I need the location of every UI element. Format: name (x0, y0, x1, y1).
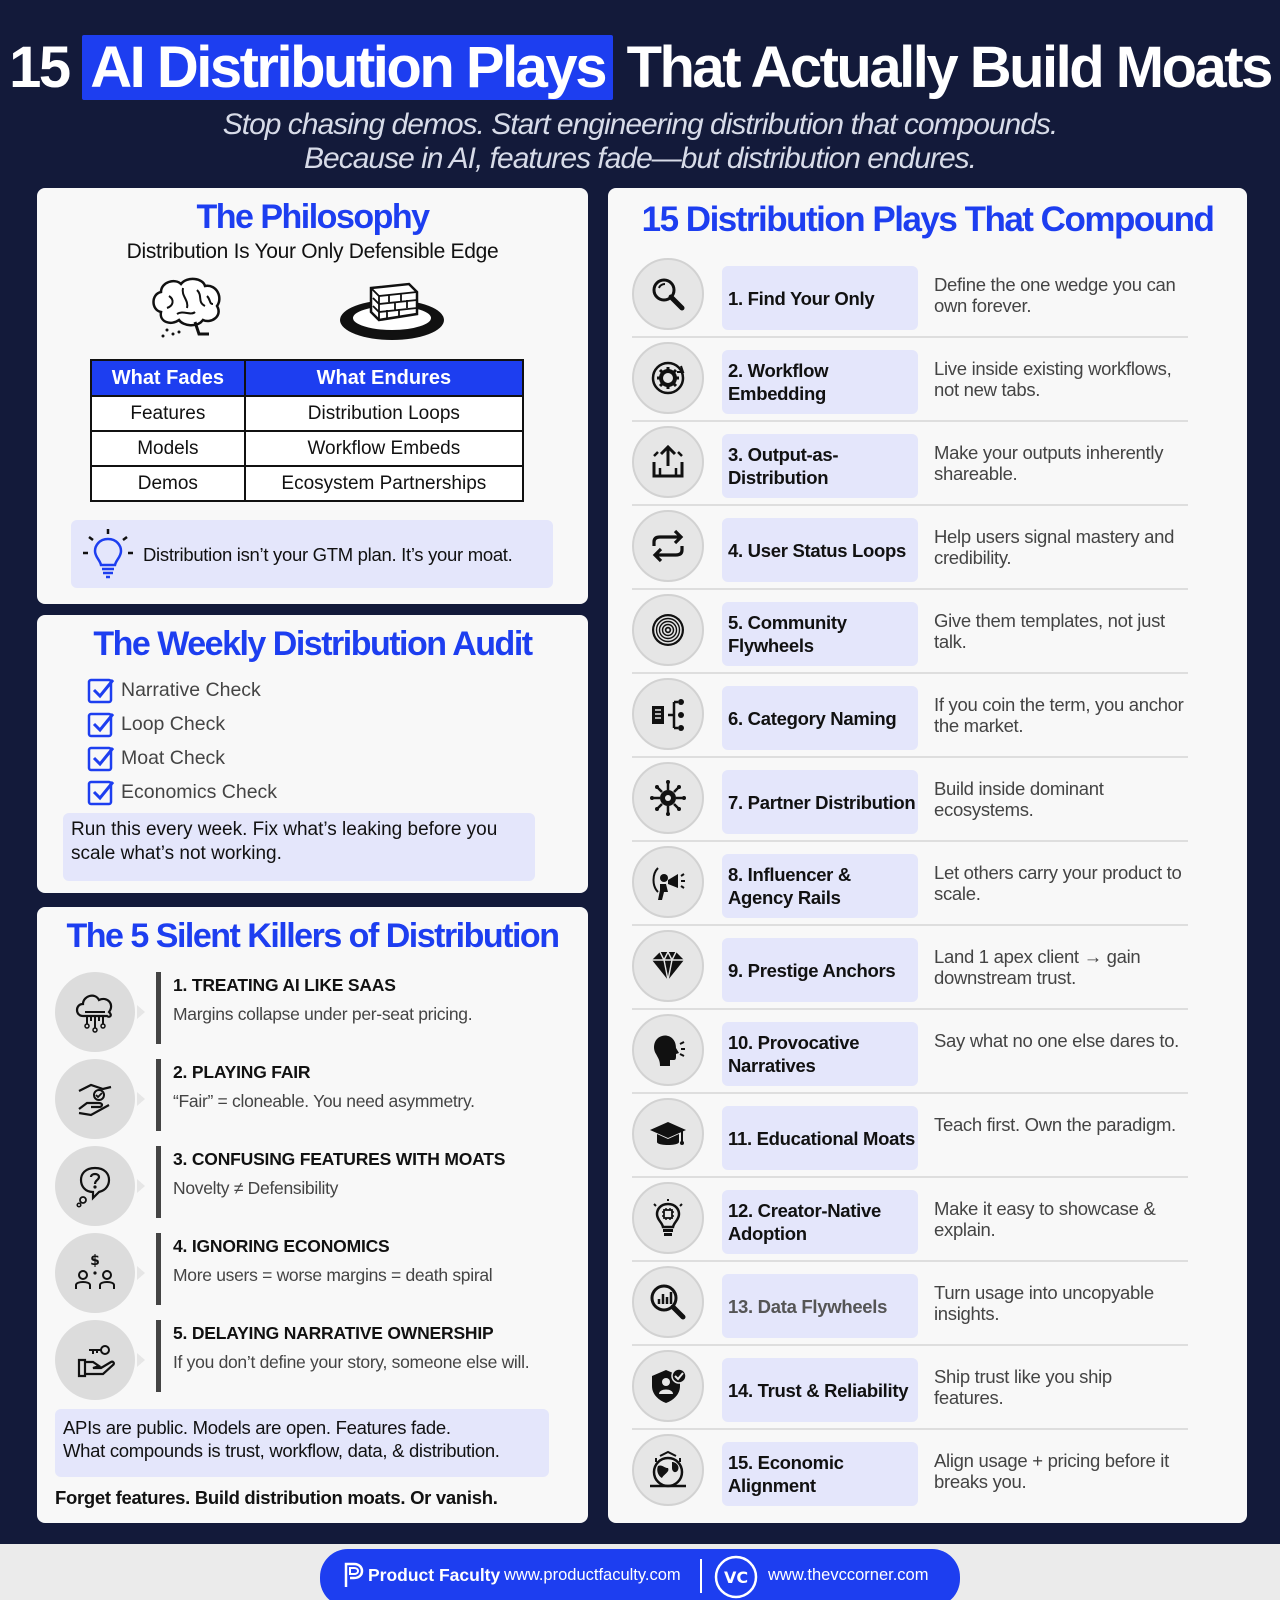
subtitle-line-2: Because in AI, features fade—but distribution endures. (304, 142, 976, 175)
play-item (632, 1094, 1188, 1178)
audit-check-economics (87, 777, 277, 807)
play-item (632, 422, 1188, 506)
checkbox-checked-icon (87, 676, 115, 704)
play-label: 6. Category Naming (728, 707, 897, 729)
plays-card (608, 188, 1247, 1523)
play-item (632, 506, 1188, 590)
graduation-cap-icon (648, 1114, 688, 1154)
play-label: 8. Influencer & Agency Rails (728, 864, 851, 908)
lightbulb-chip-icon (648, 1198, 688, 1238)
upload-share-icon (648, 442, 688, 482)
play-item (632, 674, 1188, 758)
audit-note: Run this every week. Fix what’s leaking before you scale what’s not working. (63, 813, 535, 881)
play-label-box (722, 350, 918, 414)
table-cell: Ecosystem Partnerships (245, 466, 523, 501)
play-icon-circle (632, 342, 704, 414)
killers-note (55, 1409, 549, 1477)
gear-cycle-icon (648, 358, 688, 398)
play-item (632, 338, 1188, 422)
killer-desc: Novelty ≠ Defensibility (173, 1178, 339, 1198)
table-cell: Features (91, 396, 245, 431)
killers-title: The 5 Silent Killers of Distribution (66, 917, 559, 955)
play-item (632, 1346, 1188, 1430)
play-item (632, 842, 1188, 926)
pointer-arrow (137, 1266, 145, 1280)
pointer-arrow (137, 1005, 145, 1019)
play-label: 1. Find Your Only (728, 287, 875, 309)
killer-item (55, 1320, 575, 1400)
question-bubble-icon (73, 1164, 117, 1208)
divider-bar (156, 1233, 161, 1305)
handshake-icon (73, 1077, 117, 1121)
hand-key-icon (73, 1338, 117, 1382)
killer-item (55, 972, 575, 1052)
play-item (632, 254, 1188, 338)
pointer-arrow (137, 1179, 145, 1193)
play-desc: Ship trust like you ship features. (934, 1366, 1112, 1408)
play-desc: Live inside existing workflows, not new tabs. (934, 358, 1172, 400)
play-icon-circle (632, 1434, 704, 1506)
brain-icon (147, 274, 227, 342)
killer-desc: More users = worse margins = death spiral (173, 1265, 493, 1285)
magnifier-icon (648, 274, 688, 314)
vc-corner-logo-icon (714, 1555, 758, 1599)
play-label-box (722, 686, 918, 750)
cloud-network-icon (73, 990, 117, 1034)
subtitle-line-1: Stop chasing demos. Start engineering distribution that compounds. (222, 108, 1058, 141)
audit-check-moat (87, 743, 225, 773)
pointer-arrow (137, 1353, 145, 1367)
play-label-box (722, 1190, 918, 1254)
play-desc: Give them templates, not just talk. (934, 610, 1165, 652)
globe-economy-icon (648, 1450, 688, 1490)
killer-icon-circle (55, 1233, 135, 1313)
killers-card (37, 907, 588, 1523)
play-label: 11. Educational Moats (728, 1127, 915, 1149)
table-cell: Demos (91, 466, 245, 501)
killer-item (55, 1233, 575, 1313)
footer-pill (320, 1549, 960, 1600)
killer-desc: “Fair” = cloneable. You need asymmetry. (173, 1091, 475, 1111)
plays-title: 15 Distribution Plays That Compound (641, 200, 1214, 239)
play-label-box (722, 266, 918, 330)
play-label: 4. User Status Loops (728, 539, 907, 561)
play-desc: Define the one wedge you can own forever. (934, 274, 1176, 316)
megaphone-person-icon (648, 862, 688, 902)
table-row (91, 431, 523, 466)
checkbox-checked-icon (87, 710, 115, 738)
table-cell: Distribution Loops (245, 396, 523, 431)
play-item (632, 1178, 1188, 1262)
philosophy-card (37, 188, 588, 604)
title-number: 15 (9, 35, 69, 100)
play-desc: If you coin the term, you anchor the market. (934, 694, 1184, 736)
play-item (632, 1262, 1188, 1346)
play-desc: Make your outputs inherently shareable. (934, 442, 1164, 484)
play-icon-circle (632, 594, 704, 666)
play-label-box (722, 1106, 918, 1170)
play-label: 7. Partner Distribution (728, 791, 916, 813)
diamond-icon (648, 946, 688, 986)
play-label: 10. Provocative Narratives (728, 1032, 860, 1076)
play-icon-circle (632, 846, 704, 918)
play-label-box (722, 1358, 918, 1422)
play-item (632, 758, 1188, 842)
footer-divider (700, 1559, 702, 1593)
play-label-box (722, 854, 918, 918)
play-desc: Say what no one else dares to. (934, 1030, 1180, 1051)
play-desc: Make it easy to showcase & explain. (934, 1198, 1156, 1240)
killer-item (55, 1059, 575, 1139)
brand-1-url[interactable]: www.productfaculty.com (504, 1566, 681, 1584)
divider-bar (156, 1320, 161, 1392)
brand-2-url[interactable]: www.thevccorner.com (768, 1566, 929, 1584)
play-label: 3. Output-as-Distribution (728, 444, 839, 488)
checkbox-checked-icon (87, 778, 115, 806)
chart-magnifier-icon (648, 1282, 688, 1322)
play-item (632, 1430, 1188, 1514)
checkbox-checked-icon (87, 744, 115, 772)
play-icon-circle (632, 1182, 704, 1254)
play-icon-circle (632, 930, 704, 1002)
audit-check-loop (87, 709, 225, 739)
target-rings-icon (648, 610, 688, 650)
divider-bar (156, 1059, 161, 1131)
killers-final-statement: Forget features. Build distribution moats. Or vanish. (55, 1487, 498, 1508)
play-icon-circle (632, 762, 704, 834)
philosophy-note (71, 520, 553, 588)
title-highlight: AI Distribution Plays (82, 35, 613, 100)
killer-title: 4. IGNORING ECONOMICS (173, 1236, 390, 1256)
play-label: 5. Community Flywheels (728, 612, 847, 656)
play-icon-circle (632, 678, 704, 750)
table-cell: Workflow Embeds (245, 431, 523, 466)
killer-item (55, 1146, 575, 1226)
play-label-box (722, 938, 918, 1002)
brick-wall-moat-icon (337, 280, 447, 342)
table-header-row (91, 360, 523, 396)
brand-1-name: Product Faculty (368, 1565, 501, 1585)
play-icon-circle (632, 258, 704, 330)
play-desc: Let others carry your product to scale. (934, 862, 1182, 904)
play-label-box (722, 1022, 918, 1086)
play-item (632, 1010, 1188, 1094)
play-label-box (722, 770, 918, 834)
audit-check-label: Moat Check (121, 746, 226, 769)
philosophy-title: The Philosophy (196, 198, 429, 236)
play-desc: Help users signal mastery and credibility. (934, 526, 1175, 568)
play-label: 2. Workflow Embedding (728, 360, 829, 404)
speaking-head-icon (648, 1030, 688, 1070)
play-icon-circle (632, 1266, 704, 1338)
play-label-box (722, 602, 918, 666)
killer-icon-circle (55, 1146, 135, 1226)
play-label: 9. Prestige Anchors (728, 959, 896, 981)
killer-icon-circle (55, 972, 135, 1052)
philosophy-note-text: Distribution isn’t your GTM plan. It’s your moat. (143, 544, 513, 565)
title-rest: That Actually Build Moats (626, 35, 1271, 100)
divider-bar (156, 972, 161, 1044)
killer-icon-circle (55, 1059, 135, 1139)
play-label: 15. Economic Alignment (728, 1452, 844, 1496)
play-desc: Build inside dominant ecosystems. (934, 778, 1104, 820)
killer-title: 1. TREATING AI LIKE SAAS (173, 975, 396, 995)
killer-desc: Margins collapse under per-seat pricing. (173, 1004, 473, 1024)
play-label-box (722, 518, 918, 582)
audit-check-narrative (87, 675, 261, 705)
play-item (632, 590, 1188, 674)
play-desc: Land 1 apex client → gain downstream trust. (934, 946, 1141, 988)
table-header-fades: What Fades (91, 360, 245, 396)
play-icon-circle (632, 1014, 704, 1086)
killer-title: 2. PLAYING FAIR (173, 1062, 311, 1082)
play-item (632, 926, 1188, 1010)
network-hub-icon (648, 778, 688, 818)
killer-title: 3. CONFUSING FEATURES WITH MOATS (173, 1149, 506, 1169)
svg-text:$: $ (90, 1253, 100, 1269)
audit-title: The Weekly Distribution Audit (93, 625, 532, 663)
main-title (0, 34, 1280, 101)
divider-bar (156, 1146, 161, 1218)
subtitle (0, 108, 1280, 176)
tree-list-icon (648, 694, 688, 734)
play-icon-circle (632, 1350, 704, 1422)
users-dollar-icon (73, 1251, 117, 1295)
fades-endures-table (90, 359, 524, 502)
philosophy-subtitle: Distribution Is Your Only Defensible Edge (126, 240, 499, 263)
audit-card (37, 615, 588, 893)
vc-logo-text: VC (723, 1568, 749, 1587)
table-row (91, 466, 523, 501)
play-label: 14. Trust & Reliability (728, 1379, 909, 1401)
table-cell: Models (91, 431, 245, 466)
loop-arrows-icon (648, 526, 688, 566)
play-label: 13. Data Flywheels (728, 1295, 888, 1317)
lightbulb-icon (81, 527, 135, 581)
audit-check-label: Narrative Check (121, 678, 261, 701)
killers-note-line-2: What compounds is trust, workflow, data, & distribution. (63, 1440, 500, 1461)
audit-check-label: Loop Check (121, 712, 226, 735)
shield-user-icon (648, 1366, 688, 1406)
product-faculty-logo-icon (342, 1561, 364, 1589)
play-icon-circle (632, 1098, 704, 1170)
killer-icon-circle (55, 1320, 135, 1400)
play-icon-circle (632, 510, 704, 582)
play-desc: Turn usage into uncopyable insights. (934, 1282, 1154, 1324)
play-label: 12. Creator-Native Adoption (728, 1200, 881, 1244)
play-desc: Teach first. Own the paradigm. (934, 1114, 1176, 1135)
table-header-endures: What Endures (245, 360, 523, 396)
table-row (91, 396, 523, 431)
pointer-arrow (137, 1092, 145, 1106)
killers-note-line-1: APIs are public. Models are open. Features fade. (63, 1417, 451, 1438)
play-icon-circle (632, 426, 704, 498)
audit-check-label: Economics Check (121, 780, 278, 803)
play-label-box (722, 1274, 918, 1338)
play-label-box (722, 434, 918, 498)
killer-title: 5. DELAYING NARRATIVE OWNERSHIP (173, 1323, 494, 1343)
play-label-box (722, 1442, 918, 1506)
play-desc: Align usage + pricing before it breaks you. (934, 1450, 1169, 1492)
killer-desc: If you don’t define your story, someone else will. (173, 1352, 530, 1372)
